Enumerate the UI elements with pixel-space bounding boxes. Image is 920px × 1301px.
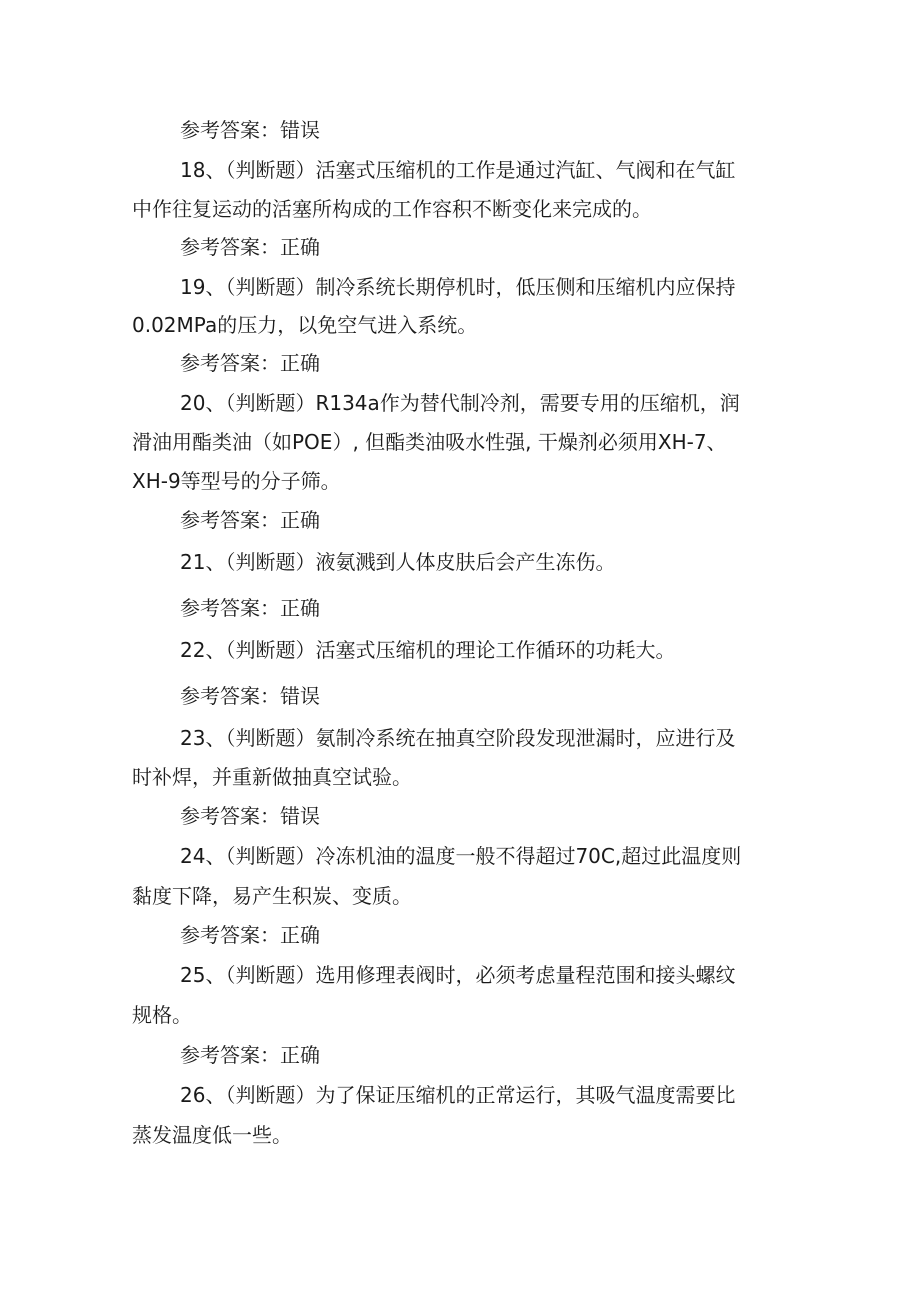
question-23-line-2: 时补焊，并重新做抽真空试验。 — [132, 765, 412, 789]
answer-21: 参考答案：正确 — [180, 596, 320, 620]
answer-24: 参考答案：正确 — [180, 923, 320, 947]
question-18-line-2: 中作往复运动的活塞所构成的工作容积不断变化来完成的。 — [132, 197, 652, 221]
question-21-line-1: 21、（判断题）液氨溅到人体皮肤后会产生冻伤。 — [180, 550, 616, 574]
question-25-line-2: 规格。 — [132, 1003, 192, 1027]
question-22-line-1: 22、（判断题）活塞式压缩机的理论工作循环的功耗大。 — [180, 638, 676, 662]
question-20-line-2: 滑油用酯类油（如POE）, 但酯类油吸水性强, 干燥剂必须用XH-7、 — [132, 430, 727, 454]
question-24-line-2: 黏度下降，易产生积炭、变质。 — [132, 884, 412, 908]
question-20-line-3: XH-9等型号的分子筛。 — [132, 469, 341, 493]
answer-18: 参考答案：正确 — [180, 235, 320, 259]
question-25-line-1: 25、（判断题）选用修理表阀时，必须考虑量程范围和接头螺纹 — [180, 963, 736, 987]
answer-22: 参考答案：错误 — [180, 684, 320, 708]
question-18-line-1: 18、（判断题）活塞式压缩机的工作是通过汽缸、气阀和在气缸 — [180, 158, 736, 182]
question-26-line-2: 蒸发温度低一些。 — [132, 1123, 292, 1147]
answer-19: 参考答案：正确 — [180, 351, 320, 375]
answer-20: 参考答案：正确 — [180, 508, 320, 532]
answer-23: 参考答案：错误 — [180, 804, 320, 828]
question-26-line-1: 26、（判断题）为了保证压缩机的正常运行，其吸气温度需要比 — [180, 1083, 736, 1107]
question-24-line-1: 24、（判断题）冷冻机油的温度一般不得超过70C,超过此温度则 — [180, 844, 742, 868]
question-20-line-1: 20、（判断题）R134a作为替代制冷剂，需要专用的压缩机，润 — [180, 391, 740, 415]
question-19-line-1: 19、（判断题）制冷系统长期停机时，低压侧和压缩机内应保持 — [180, 275, 736, 299]
question-23-line-1: 23、（判断题）氨制冷系统在抽真空阶段发现泄漏时，应进行及 — [180, 726, 736, 750]
question-19-line-2: 0.02MPa的压力，以免空气进入系统。 — [132, 313, 478, 337]
answer-25: 参考答案：正确 — [180, 1043, 320, 1067]
answer-17: 参考答案：错误 — [180, 118, 320, 142]
